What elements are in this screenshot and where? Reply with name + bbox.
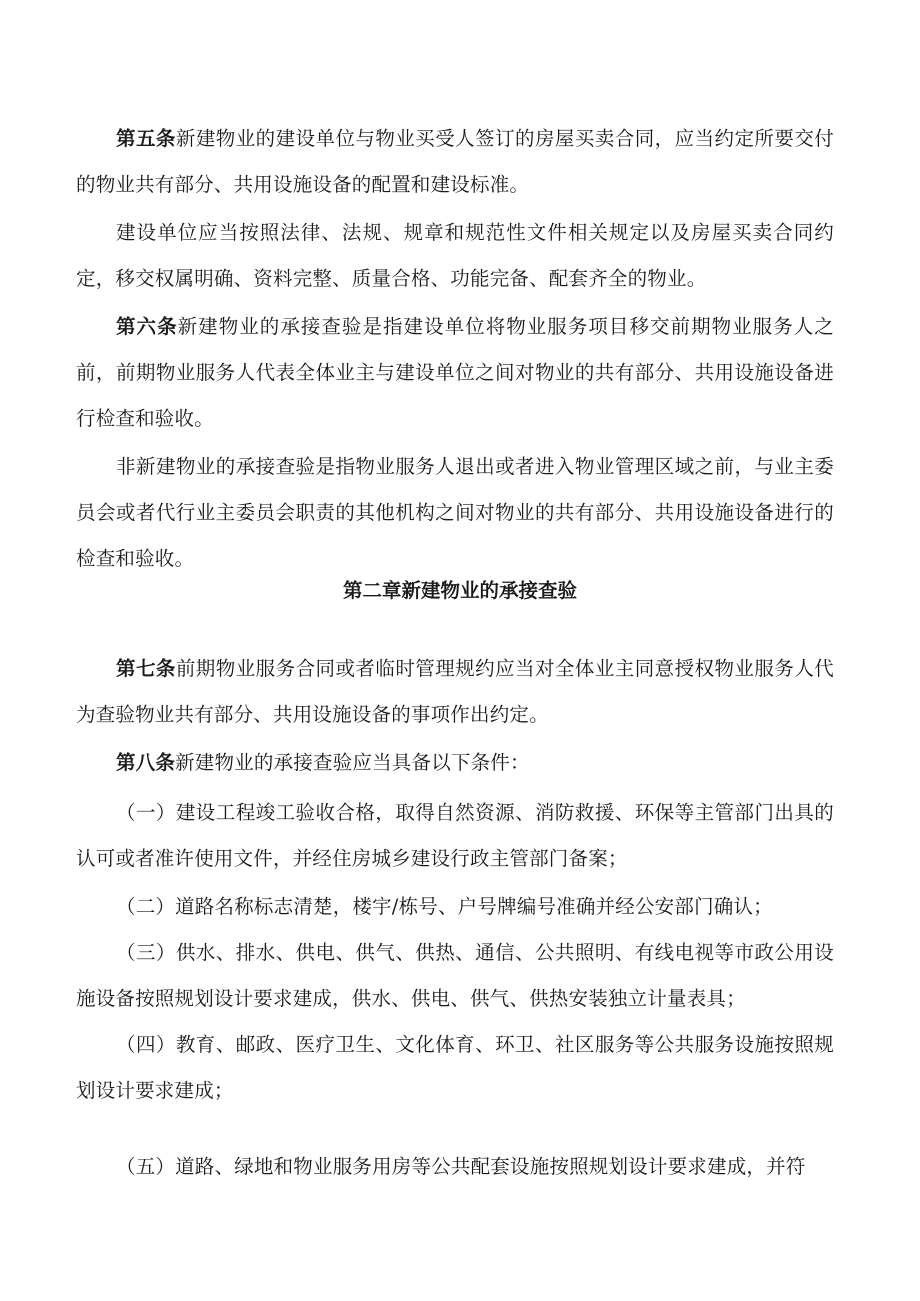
- chapter-2-title: 第二章新建物业的承接查验: [342, 579, 577, 602]
- condition-item-1: （一）建设工程竣工验收合格，取得自然资源、消防救援、环保等主管部门出具的认可或者准许使用文件，并经住房城乡建设行政主管部门备案；: [76, 801, 834, 870]
- article-8-paragraph: [76, 740, 834, 786]
- article-5-paragraph-2: 建设单位应当按照法律、法规、规章和规范性文件相关规定以及房屋买卖合同约定，移交权属明确、资料完整、质量合格、功能完备、配套齐全的物业。: [76, 221, 834, 290]
- condition-item-4: （四）教育、邮政、医疗卫生、文化体育、环卫、社区服务等公共服务设施按照规划设计要求建成；: [76, 1033, 834, 1102]
- article-8-label: 第八条: [116, 751, 176, 774]
- article-5-text: 新建物业的建设单位与物业买受人签订的房屋买卖合同，应当约定所要交付的物业共有部分、共用设施设备的配置和建设标准。: [76, 127, 834, 196]
- article-6-text: 新建物业的承接查验是指建设单位将物业服务项目移交前期物业服务人之前，前期物业服务人代表全体业主与建设单位之间对物业的共有部分、共用设施设备进行检查和验收。: [76, 315, 834, 430]
- article-7-label: 第七条: [116, 657, 176, 680]
- article-7-text: 前期物业服务合同或者临时管理规约应当对全体业主同意授权物业服务人代为查验物业共有部分、共用设施设备的事项作出约定。: [76, 657, 834, 726]
- article-6-label: 第六条: [116, 315, 178, 338]
- article-8-text: 新建物业的承接查验应当具备以下条件：: [175, 751, 530, 774]
- article-7-paragraph: [76, 646, 834, 738]
- condition-item-2: （二）道路名称标志清楚，楼宇/栋号、户号牌编号准确并经公安部门确认；: [116, 895, 773, 918]
- article-6-paragraph: [76, 304, 834, 442]
- article-5-paragraph: [76, 116, 834, 208]
- article-5-label: 第五条: [116, 127, 176, 150]
- condition-item-5: （五）道路、绿地和物业服务用房等公共配套设施按照规划设计要求建成，并符: [116, 1155, 806, 1178]
- article-6-paragraph-2: 非新建物业的承接查验是指物业服务人退出或者进入物业管理区域之前，与业主委员会或者代行业主委员会职责的其他机构之间对物业的共有部分、共用设施设备进行的检查和验收。: [76, 455, 834, 570]
- condition-item-3: （三）供水、排水、供电、供气、供热、通信、公共照明、有线电视等市政公用设施设备按照规划设计要求建成，供水、供电、供气、供热安装独立计量表具；: [76, 941, 834, 1010]
